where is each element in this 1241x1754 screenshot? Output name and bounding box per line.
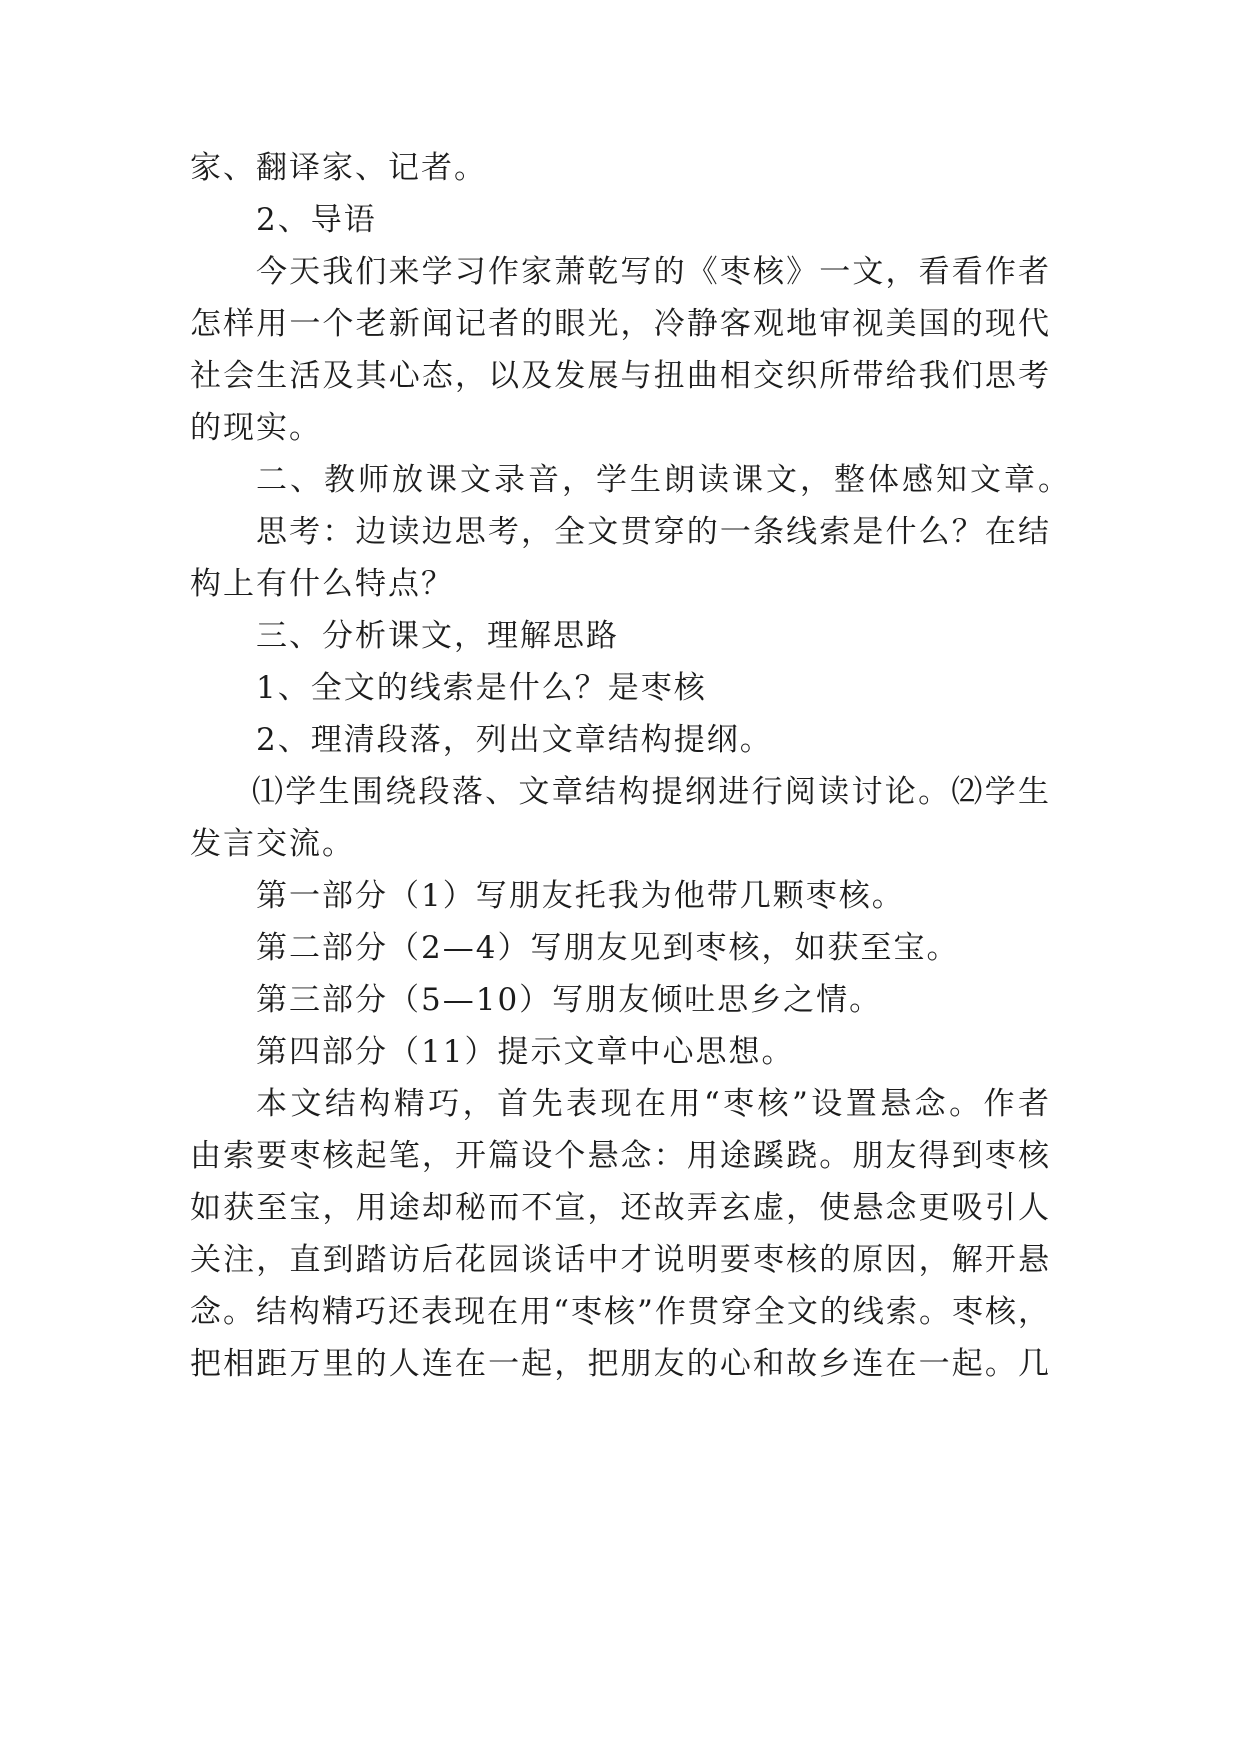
text-line: ⑴学生围绕段落、文章结构提纲进行阅读讨论。⑵学生 [252,774,1051,810]
text-line: 社会生活及其心态，以及发展与扭曲相交织所带给我们思考 [190,358,1051,394]
text-line: 发言交流。 [190,826,355,862]
text-line: 本文结构精巧，首先表现在用“枣核”设置悬念。作者 [256,1086,1051,1122]
section-heading: 二、教师放课文录音，学生朗读课文，整体感知文章。 [256,462,1071,498]
text-line: 2、理清段落，列出文章结构提纲。 [256,722,773,758]
text-line: 把相距万里的人连在一起，把朋友的心和故乡连在一起。几 [190,1346,1051,1382]
text-line: 怎样用一个老新闻记者的眼光，冷静客观地审视美国的现代 [190,306,1051,342]
text-line: 关注，直到踏访后花园谈话中才说明要枣核的原因，解开悬 [190,1242,1051,1278]
text-line: 的现实。 [190,410,322,446]
text-line: 念。结构精巧还表现在用“枣核”作贯穿全文的线索。枣核， [190,1294,1051,1330]
text-line: 第四部分（11）提示文章中心思想。 [256,1034,795,1070]
text-line: 如获至宝，用途却秘而不宣，还故弄玄虚，使悬念更吸引人 [190,1190,1051,1226]
text-line: 构上有什么特点？ [190,566,454,602]
text-line: 1、全文的线索是什么？是枣核 [256,670,707,706]
text-line: 由索要枣核起笔，开篇设个悬念：用途蹊跷。朋友得到枣核 [190,1138,1051,1174]
text-line: 今天我们来学习作家萧乾写的《枣核》一文，看看作者 [256,254,1051,290]
section-heading: 三、分析课文，理解思路 [256,618,619,654]
text-line: 第二部分（2—4）写朋友见到枣核，如获至宝。 [256,930,960,966]
text-line: 家、翻译家、记者。 [190,150,487,186]
text-line: 第三部分（5—10）写朋友倾吐思乡之情。 [256,982,883,1018]
text-line: 思考：边读边思考，全文贯穿的一条线索是什么？在结 [256,514,1051,550]
section-heading: 2、导语 [256,202,377,238]
text-line: 第一部分（1）写朋友托我为他带几颗枣核。 [256,878,905,914]
